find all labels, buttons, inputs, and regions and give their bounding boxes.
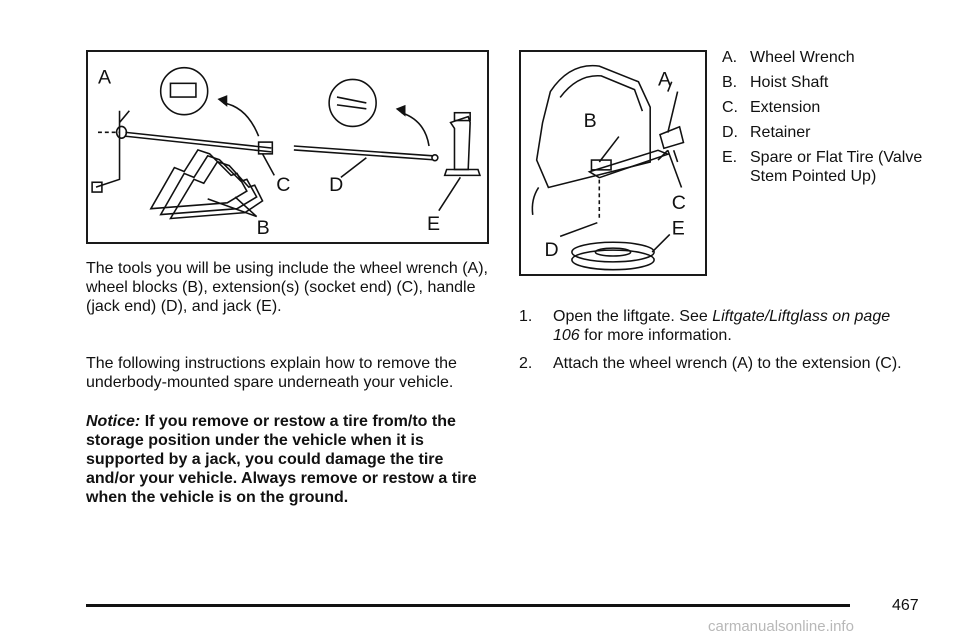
leader-d	[560, 223, 597, 237]
legend-item	[722, 73, 952, 92]
spare-tire-bottom	[572, 250, 654, 270]
step-number: 1.	[519, 308, 533, 325]
legend-text: Spare or Flat Tire (Valve Stem Pointed Up)	[750, 149, 923, 185]
step-1	[519, 307, 919, 345]
liftgate-glass	[560, 76, 642, 111]
detail-circle-wrench	[161, 68, 208, 115]
watermark: carmanualsonline.info	[708, 618, 854, 635]
legend-key: A.	[722, 49, 738, 66]
legend-item	[722, 98, 952, 117]
label-d: D	[329, 174, 344, 197]
bumper-curve	[532, 187, 538, 214]
leader-c	[263, 154, 275, 176]
figure-legend	[722, 48, 952, 192]
arrow-to-extension	[223, 103, 258, 136]
tools-illustration	[86, 50, 489, 244]
step-2	[519, 354, 919, 373]
leader-c	[668, 150, 682, 187]
extension-rod-top	[125, 132, 271, 148]
label-e: E	[427, 213, 441, 236]
handle-end	[432, 155, 438, 161]
step-text: Open the liftgate. See	[553, 308, 713, 325]
step-body: Attach the wheel wrench (A) to the extension (C).	[553, 355, 902, 372]
arrowhead-1	[217, 95, 227, 107]
notice-label: Notice:	[86, 413, 141, 430]
step-text-end: for more information.	[579, 327, 732, 344]
legend-item	[722, 148, 952, 186]
detail-wrench-socket	[170, 83, 195, 97]
leader-b	[599, 137, 619, 162]
wheel-block-1	[151, 150, 247, 209]
cross-reference-link[interactable]: Liftgate/Liftglass on page 106	[553, 308, 891, 344]
label-d: D	[544, 238, 559, 261]
label-c: C	[671, 192, 686, 215]
legend-key: C.	[722, 99, 738, 116]
step-body	[553, 307, 919, 345]
notice-text: If you remove or restow a tire from/to the storage position under the vehicle when it is supported by a jack, you could damage the tire and/or your vehicle. Always remove or restow a tire when the vehicle is on the ground.	[86, 413, 477, 506]
label-b: B	[256, 217, 270, 240]
jack-body	[451, 117, 471, 170]
legend-text: Hoist Shaft	[750, 74, 829, 91]
legend-text: Extension	[750, 99, 821, 116]
detail-circle-handle	[329, 79, 376, 126]
leader-d	[341, 158, 366, 178]
legend-item	[722, 123, 952, 142]
label-e: E	[671, 217, 685, 240]
legend-text: Wheel Wrench	[750, 49, 855, 66]
notice-block	[86, 412, 496, 507]
footer-rule	[86, 604, 850, 607]
legend-key: D.	[722, 124, 738, 141]
wrench-socket-area	[660, 127, 683, 149]
legend-key: B.	[722, 74, 738, 91]
legend-text: Retainer	[750, 124, 811, 141]
tools-paragraph: The tools you will be using include the wheel wrench (A), wheel blocks (B), extension(s) (socket end) (C), handle (jack end) (D), and jack (E).	[86, 260, 488, 315]
legend-item	[722, 48, 952, 67]
leader-a	[120, 111, 130, 123]
page-number: 467	[892, 597, 919, 614]
label-a: A	[97, 66, 112, 89]
spare-tire-top	[572, 242, 654, 262]
step-number: 2.	[519, 355, 533, 372]
instructions-paragraph: The following instructions explain how to remove the underbody-mounted spare underneath your vehicle.	[86, 355, 457, 391]
tools-drawing	[88, 52, 487, 242]
vehicle-drawing	[521, 52, 705, 274]
leader-e	[652, 234, 670, 252]
legend-key: E.	[722, 149, 738, 166]
label-b: B	[583, 109, 597, 132]
jack-base	[445, 170, 480, 176]
label-a: A	[658, 68, 672, 91]
label-c: C	[276, 174, 291, 197]
wrench-handle	[668, 92, 678, 133]
vehicle-illustration	[519, 50, 707, 276]
detail-handle-rod	[337, 97, 366, 109]
wheel-wrench	[96, 111, 120, 187]
leader-e	[439, 177, 461, 210]
wheel-block-2	[161, 156, 257, 215]
wrench-collar	[117, 126, 127, 138]
arrow-to-handle	[402, 113, 429, 146]
arrowhead-2	[396, 105, 406, 117]
